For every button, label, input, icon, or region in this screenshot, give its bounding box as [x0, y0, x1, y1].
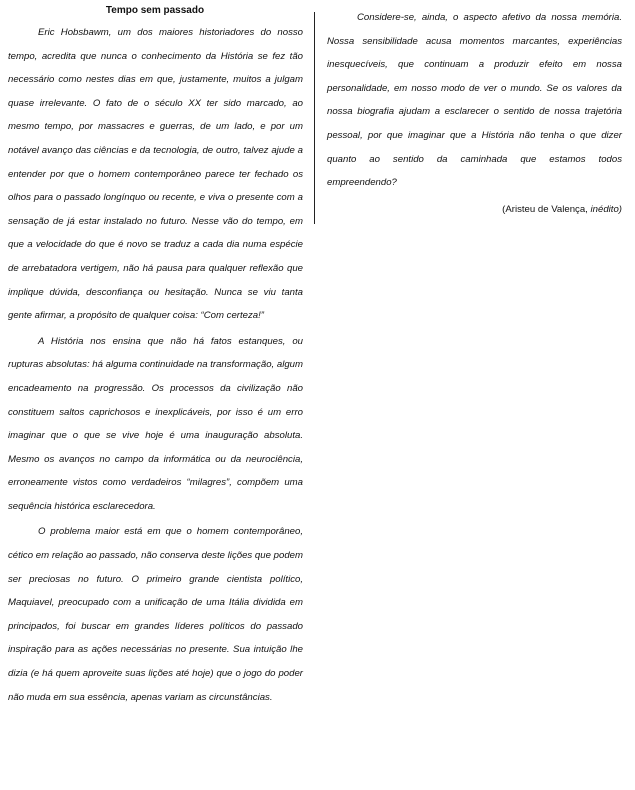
left-column [8, 21, 303, 709]
column-divider [314, 12, 315, 224]
paragraph-1: Eric Hobsbawm, um dos maiores historiadores do nosso tempo, acredita que nunca o conhecimento da História se fez tão necessário como nestes dias em que, justamente, muitos a julgam quase irrelevante. O fato de o século XX ter sido marcado, ao mesmo tempo, por massacres e guerras, de um lado, e por um notável avanço das ciências e da tecnologia, de outro, talvez ajude a entender por que o homem contemporâneo parece ter fechado os olhos para o passado longínquo ou recente, e viva o presente com a sensação de já estar instalado no futuro. Nesse vão do tempo, em que a velocidade do que é novo se traduz a cada dia numa espécie de arrebatadora vertigem, não há pausa para qualquer reflexão que implique dúvida, desconfiança ou hesitação. Nunca se viu tanta gente afirmar, a propósito de qualquer coisa: “Com certeza!” [8, 27, 303, 322]
paragraph-3: O problema maior está em que o homem contemporâneo, cético em relação ao passado, não conserva deste lições que podem ser preciosas no futuro. O primeiro grande cientista político, Maquiavel, preocupado com a unificação de uma Itália dividida em principados, foi buscar em grandes líderes políticos do passado inspiração para as ações necessárias no presente. Sua intuição lhe dizia (e há quem aproveite suas lições até hoje) que o jogo do poder não muda em sua essência, apenas variam as circunstâncias. [8, 526, 303, 703]
paragraph-4: Considere-se, ainda, o aspecto afetivo da nossa memória. Nossa sensibilidade acusa momentos marcantes, experiências inesquecíveis, que continuam a produzir efeito em nossa personalidade, em nosso modo de ver o mundo. Se os valores da nossa biografia ajudam a esclarecer o sentido de nossa trajetória pessoal, por que imaginar que a História não tenha o que dizer quanto ao sentido da caminhada que estamos todos empreendendo? [327, 12, 622, 189]
right-column [327, 6, 622, 195]
attribution-author: (Aristeu de Valença, [502, 204, 588, 215]
article-title: Tempo sem passado [105, 5, 205, 16]
attribution-note: inédito) [590, 204, 622, 215]
paragraph-2: A História nos ensina que não há fatos estanques, ou rupturas absolutas: há alguma continuidade na transformação, algum encadeamento na progressão. Os processos da civilização não constituem saltos caprichosos e inexplicáveis, por isso é um erro imaginar que o que se vive hoje é uma inauguração absoluta. Mesmo os avanços no campo da informática ou da neurociência, erroneamente vistos como verdadeiros “milagres”, compõem uma sequência histórica esclarecedora. [8, 335, 303, 512]
attribution [502, 204, 622, 215]
